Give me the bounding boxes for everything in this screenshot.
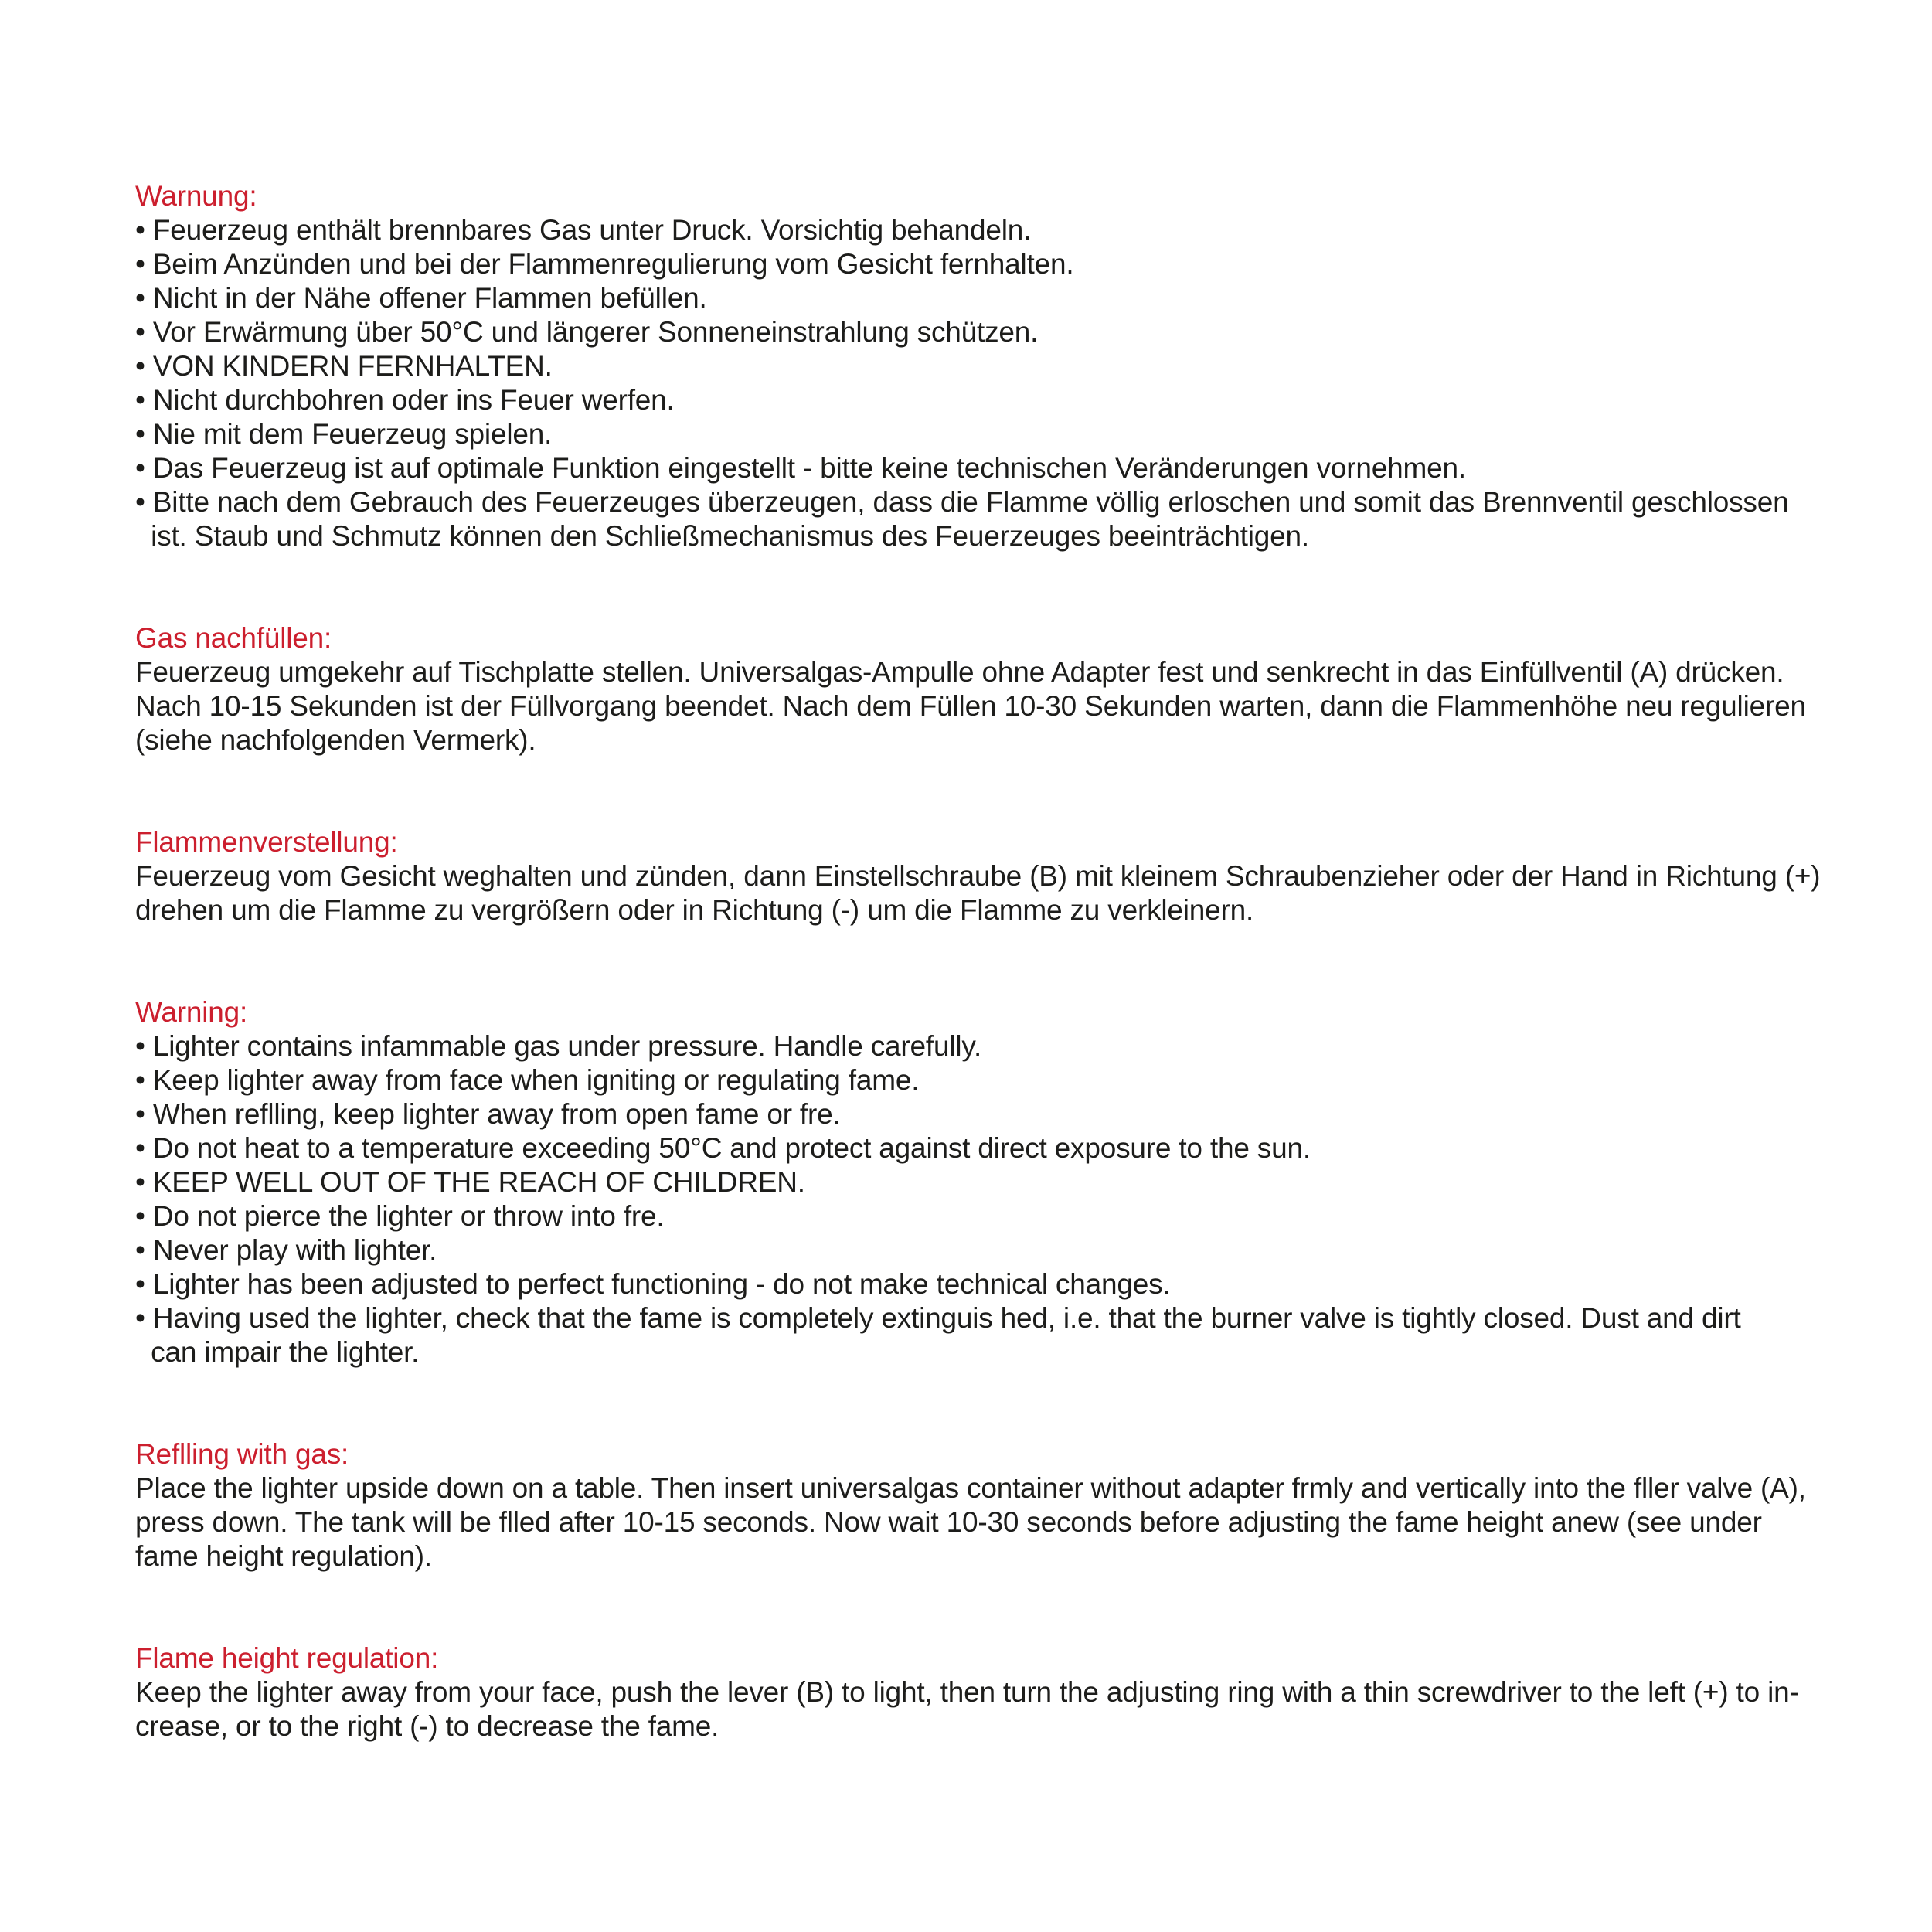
section-warning <box>135 995 1882 1369</box>
text-line: Feuerzeug vom Gesicht weghalten und zünden, dann Einstellschraube (B) mit kleinem Schraubenzieher oder der Hand in Richtung (+) <box>135 860 1821 892</box>
text-line: • Lighter contains infammable gas under pressure. Handle carefully. <box>135 1030 982 1062</box>
text-line: • Never play with lighter. <box>135 1234 437 1266</box>
text-line: • Do not heat to a temperature exceeding 50°C and protect against direct exposure to the sun. <box>135 1132 1311 1164</box>
section-reflling-with-gas <box>135 1437 1882 1573</box>
text-line: • Beim Anzünden und bei der Flammenregulierung vom Gesicht fernhalten. <box>135 248 1074 280</box>
text-line: • Bitte nach dem Gebrauch des Feuerzeuges überzeugen, dass die Flamme völlig erloschen und somit das Brennventil geschlossen <box>135 486 1789 518</box>
text-line: • Vor Erwärmung über 50°C und längerer Sonneneinstrahlung schützen. <box>135 316 1039 348</box>
section-heading: Flammenverstellung: <box>135 826 398 858</box>
text-line: fame height regulation). <box>135 1540 432 1572</box>
text-line: Feuerzeug umgekehr auf Tischplatte stellen. Universalgas-Ampulle ohne Adapter fest und senkrecht in das Einfüllventil (A) drücken. <box>135 656 1784 688</box>
text-line: ist. Staub und Schmutz können den Schließmechanismus des Feuerzeuges beeinträchtigen. <box>135 520 1309 552</box>
section-heading: Flame height regulation: <box>135 1642 439 1674</box>
text-line: press down. The tank will be flled after 10-15 seconds. Now wait 10-30 seconds before adjusting the fame height anew (see under <box>135 1506 1762 1538</box>
text-line: • Having used the lighter, check that the fame is completely extinguis hed, i.e. that the burner valve is tightly closed. Dust and dirt <box>135 1302 1741 1334</box>
text-line: • Das Feuerzeug ist auf optimale Funktion eingestellt - bitte keine technischen Veränderungen vornehmen. <box>135 452 1466 484</box>
section-gas-nachf-llen <box>135 621 1882 757</box>
section-heading: Gas nachfüllen: <box>135 622 332 654</box>
text-line: crease, or to the right (-) to decrease the fame. <box>135 1710 719 1742</box>
text-line: • Do not pierce the lighter or throw into fre. <box>135 1200 665 1232</box>
text-line: • When reflling, keep lighter away from open fame or fre. <box>135 1098 841 1130</box>
text-line: Nach 10-15 Sekunden ist der Füllvorgang beendet. Nach dem Füllen 10-30 Sekunden warten, dann die Flammenhöhe neu regulieren <box>135 690 1806 722</box>
text-line: • Lighter has been adjusted to perfect functioning - do not make technical changes. <box>135 1268 1171 1300</box>
text-line: • Nicht in der Nähe offener Flammen befüllen. <box>135 282 707 314</box>
text-line: can impair the lighter. <box>135 1336 420 1368</box>
text-line: Place the lighter upside down on a table. Then insert universalgas container without adapter frmly and vertically into the fller valve (A), <box>135 1472 1806 1504</box>
text-line: (siehe nachfolgenden Vermerk). <box>135 724 536 756</box>
text-line: • Feuerzeug enthält brennbares Gas unter Druck. Vorsichtig behandeln. <box>135 214 1032 246</box>
text-line: Keep the lighter away from your face, push the lever (B) to light, then turn the adjusting ring with a thin screwdriver to the left (+) to in- <box>135 1676 1799 1708</box>
text-line: • Nicht durchbohren oder ins Feuer werfen. <box>135 384 675 416</box>
section-heading: Warning: <box>135 996 248 1028</box>
text-line: • Nie mit dem Feuerzeug spielen. <box>135 418 553 450</box>
text-line: • Keep lighter away from face when igniting or regulating fame. <box>135 1064 920 1096</box>
text-line: • VON KINDERN FERNHALTEN. <box>135 350 553 382</box>
section-warnung <box>135 179 1882 553</box>
instruction-sheet <box>135 179 1882 1777</box>
section-flammenverstellung <box>135 825 1882 927</box>
text-line: drehen um die Flamme zu vergrößern oder in Richtung (-) um die Flamme zu verkleinern. <box>135 894 1254 926</box>
text-line: • KEEP WELL OUT OF THE REACH OF CHILDREN. <box>135 1166 805 1198</box>
section-heading: Warnung: <box>135 180 257 212</box>
section-flame-height-regulation <box>135 1641 1882 1743</box>
section-heading: Reflling with gas: <box>135 1438 349 1470</box>
